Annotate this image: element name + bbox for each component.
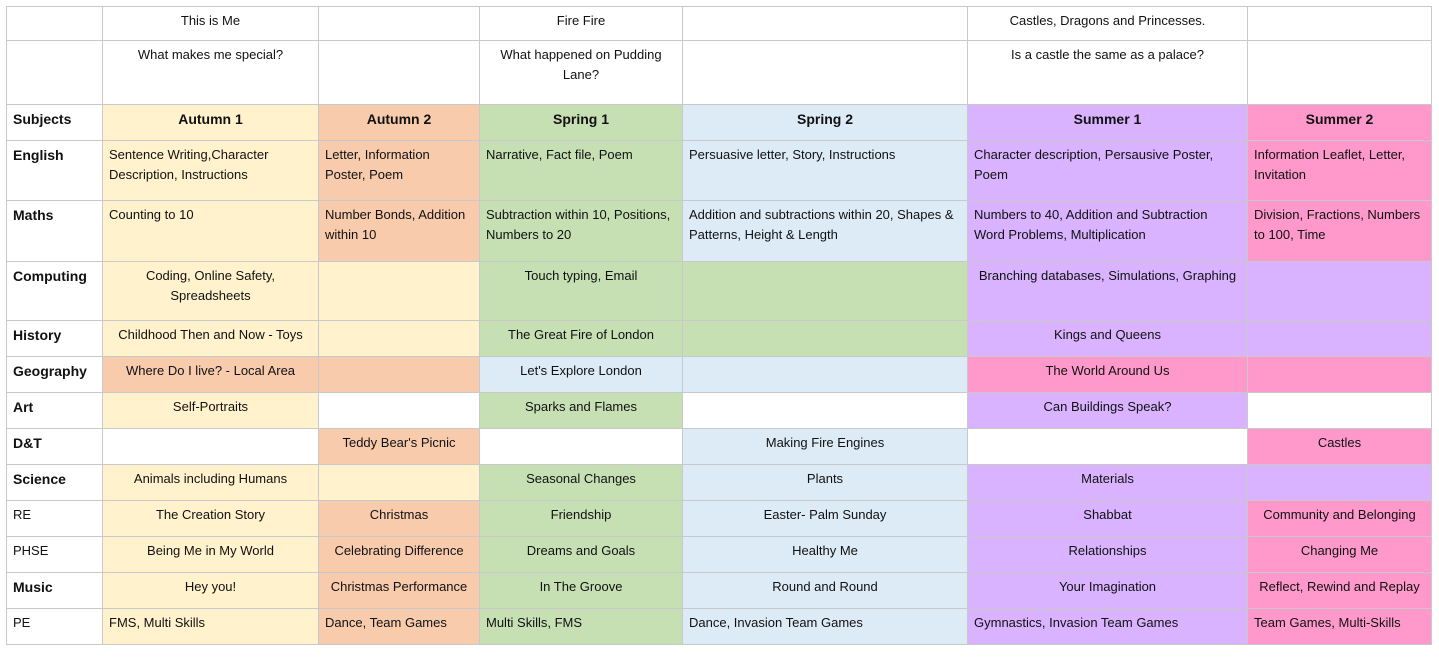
table-cell [968,429,1248,465]
question-cell: Is a castle the same as a palace? [968,41,1248,105]
table-cell: Self-Portraits [103,393,319,429]
theme-cell: Fire Fire [480,7,683,41]
table-cell: Narrative, Fact file, Poem [480,141,683,201]
table-cell: Counting to 10 [103,201,319,262]
table-cell: Animals including Humans [103,465,319,501]
subject-label: Computing [7,262,103,321]
table-cell: Division, Fractions, Numbers to 100, Time [1248,201,1432,262]
table-row [7,537,1432,573]
table-cell: Gymnastics, Invasion Team Games [968,609,1248,645]
theme-cell [683,7,968,41]
table-cell: Castles [1248,429,1432,465]
table-cell: Easter- Palm Sunday [683,501,968,537]
table-cell: In The Groove [480,573,683,609]
table-cell: Healthy Me [683,537,968,573]
table-cell: Where Do I live? - Local Area [103,357,319,393]
table-cell: The Creation Story [103,501,319,537]
table-cell: Coding, Online Safety, Spreadsheets [103,262,319,321]
table-row [7,141,1432,201]
header-cell: Spring 1 [480,105,683,141]
table-cell: FMS, Multi Skills [103,609,319,645]
table-cell: Teddy Bear's Picnic [319,429,480,465]
table-cell: Changing Me [1248,537,1432,573]
table-cell [103,429,319,465]
table-cell: Information Leaflet, Letter, Invitation [1248,141,1432,201]
table-cell [1248,262,1432,321]
theme-cell [7,7,103,41]
table-cell: Subtraction within 10, Positions, Numbers to 20 [480,201,683,262]
table-row [7,262,1432,321]
table-cell: Character description, Persausive Poster, Poem [968,141,1248,201]
table-cell [683,321,968,357]
header-row [7,105,1432,141]
table-cell [683,357,968,393]
subject-label: D&T [7,429,103,465]
theme-cell: Castles, Dragons and Princesses. [968,7,1248,41]
table-cell: Christmas [319,501,480,537]
table-cell [319,357,480,393]
table-row [7,501,1432,537]
table-cell: Relationships [968,537,1248,573]
table-cell: Numbers to 40, Addition and Subtraction Word Problems, Multiplication [968,201,1248,262]
header-cell: Autumn 1 [103,105,319,141]
question-cell [7,41,103,105]
table-cell: Touch typing, Email [480,262,683,321]
table-cell: Round and Round [683,573,968,609]
question-cell: What makes me special? [103,41,319,105]
theme-cell: This is Me [103,7,319,41]
table-cell: Hey you! [103,573,319,609]
table-cell: Dance, Team Games [319,609,480,645]
table-cell [683,393,968,429]
table-cell: Team Games, Multi-Skills [1248,609,1432,645]
theme-row [7,7,1432,41]
table-cell [1248,465,1432,501]
table-cell: Can Buildings Speak? [968,393,1248,429]
table-cell [480,429,683,465]
header-cell: Summer 1 [968,105,1248,141]
table-cell: Number Bonds, Addition within 10 [319,201,480,262]
subject-label: Music [7,573,103,609]
header-cell: Spring 2 [683,105,968,141]
table-cell: Childhood Then and Now - Toys [103,321,319,357]
table-cell: Your Imagination [968,573,1248,609]
table-cell: The World Around Us [968,357,1248,393]
subject-label: RE [7,501,103,537]
subject-label: Geography [7,357,103,393]
table-cell: Let's Explore London [480,357,683,393]
table-cell: Letter, Information Poster, Poem [319,141,480,201]
table-cell: Christmas Performance [319,573,480,609]
subject-label: English [7,141,103,201]
table-cell: Materials [968,465,1248,501]
subject-label: Maths [7,201,103,262]
table-row [7,429,1432,465]
table-cell: Multi Skills, FMS [480,609,683,645]
theme-cell [319,7,480,41]
subject-label: PE [7,609,103,645]
table-cell: Shabbat [968,501,1248,537]
table-cell: Plants [683,465,968,501]
table-cell: Dance, Invasion Team Games [683,609,968,645]
table-cell: Celebrating Difference [319,537,480,573]
table-row [7,321,1432,357]
table-cell [683,262,968,321]
subject-label: PHSE [7,537,103,573]
table-cell: The Great Fire of London [480,321,683,357]
table-cell [319,321,480,357]
table-cell: Persuasive letter, Story, Instructions [683,141,968,201]
table-cell: Seasonal Changes [480,465,683,501]
subject-label: Art [7,393,103,429]
table-cell: Kings and Queens [968,321,1248,357]
table-cell: Being Me in My World [103,537,319,573]
table-cell [319,393,480,429]
table-cell [319,262,480,321]
subject-label: Science [7,465,103,501]
question-cell [1248,41,1432,105]
table-cell: Addition and subtractions within 20, Shapes & Patterns, Height & Length [683,201,968,262]
header-cell: Autumn 2 [319,105,480,141]
question-cell [319,41,480,105]
table-cell: Friendship [480,501,683,537]
header-cell: Summer 2 [1248,105,1432,141]
table-row [7,393,1432,429]
table-cell: Dreams and Goals [480,537,683,573]
table-cell [1248,393,1432,429]
table-row [7,573,1432,609]
question-cell [683,41,968,105]
table-cell [319,465,480,501]
subject-label: History [7,321,103,357]
question-row [7,41,1432,105]
table-row [7,201,1432,262]
table-cell: Sparks and Flames [480,393,683,429]
header-cell: Subjects [7,105,103,141]
table-cell [1248,357,1432,393]
curriculum-table [6,6,1432,645]
table-cell: Community and Belonging [1248,501,1432,537]
table-cell: Sentence Writing,Character Description, Instructions [103,141,319,201]
table-row [7,465,1432,501]
table-row [7,609,1432,645]
table-cell: Making Fire Engines [683,429,968,465]
table-cell [1248,321,1432,357]
question-cell: What happened on Pudding Lane? [480,41,683,105]
table-cell: Reflect, Rewind and Replay [1248,573,1432,609]
table-cell: Branching databases, Simulations, Graphing [968,262,1248,321]
table-row [7,357,1432,393]
theme-cell [1248,7,1432,41]
